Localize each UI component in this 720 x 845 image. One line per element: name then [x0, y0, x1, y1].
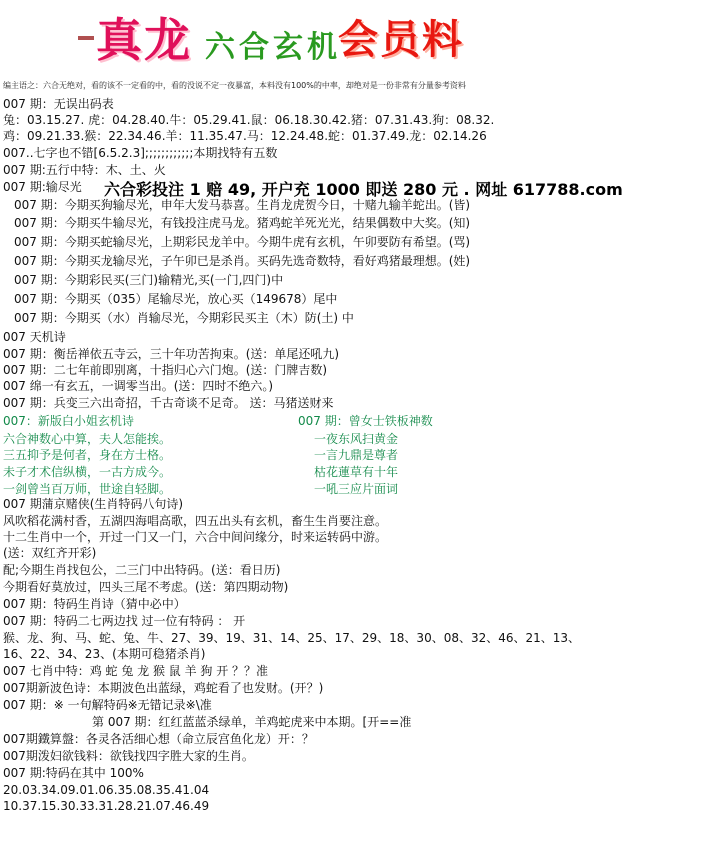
poem-left-line: 六合神数心中算，夫人怎能挨。 — [3, 432, 172, 446]
text-line: 配;今期生肖找包公，二三门中出特码。(送：看日历) — [3, 563, 281, 577]
text-line: 第 007 期：红红蓝蓝杀绿单，羊鸡蛇虎来中本期。[开==准 — [92, 715, 412, 729]
text-line: 007 期：特码生肖诗（猜中必中） — [3, 597, 186, 611]
text-line: 007 七肖中特：鸡 蛇 兔 龙 猴 鼠 羊 狗 开 ？？准 — [3, 664, 269, 678]
text-line: 鸡：09.21.33.猴：22.34.46.羊：11.35.47.马：12.24.48.蛇：01.37.49.龙：02.14.26 — [3, 129, 487, 143]
text-line: 今期看好莫放过，四头三尾不考虑。(送：第四期动物) — [3, 580, 289, 594]
text-line: 007 期:输尽光 — [3, 180, 82, 194]
text-line: 007 期：今期买蛇输尽光，上期彩民龙羊中。今期牛虎有玄机，午卯要防有希望。(骂) — [14, 235, 471, 249]
text-line: 007 期：今期买牛输尽光，有钱投注虎马龙。猪鸡蛇羊死光光，结果偶数中大奖。(知) — [14, 216, 471, 230]
text-line: 007 期：今期买（水）肖输尽光，今期彩民买主（木）防(土) 中 — [14, 311, 354, 325]
text-line: 007 期：※ 一句解特码※无错记录※\准 — [3, 698, 212, 712]
poem-right-line: 枯花蓮草有十年 — [314, 465, 399, 479]
text-line: 007 绵一有玄五，一调零当出。(送：四时不绝六。) — [3, 379, 274, 393]
text-line: 007 期：今期买（035）尾输尽光，放心买（149678）尾中 — [14, 292, 338, 306]
text-line: 十二生肖中一个，开过一门又一门，六合中间问缘分，时来运转码中游。 — [3, 530, 388, 544]
text-line: 20.03.34.09.01.06.35.08.35.41.04 — [3, 783, 210, 797]
text-line: 007 期:五行中特：木、土、火 — [3, 163, 166, 177]
text-line: 007期泼妇欲钱料：欲钱找四字胜大家的生肖。 — [3, 749, 254, 763]
text-line: 007..七字也不错[6.5.2.3];;;;;;;;;;;;本期找特有五数 — [3, 146, 278, 160]
header-banner — [0, 0, 720, 72]
banner-title-part3: 会员料 — [338, 17, 464, 63]
text-line: 16、22、34、23、(本期可稳猪杀肖) — [3, 647, 206, 661]
ad-banner-text: 六合彩投注 1 赔 49, 开户充 1000 即送 280 元 . 网址 617788.com — [104, 180, 623, 199]
text-line: 10.37.15.30.33.31.28.21.07.46.49 — [3, 799, 210, 813]
poem-left-line: 未子才术信纵横，一古方成今。 — [3, 465, 172, 479]
text-line: 007 期：衡岳禅依五寺云，三十年功苦拘束。(送：单尾还吼九) — [3, 347, 340, 361]
text-line: 007 期：兵变三六出奇招，千古奇谈不足奇。 送：马猪送财来 — [3, 396, 334, 410]
text-line: 007期鐵算盤：各灵各活细心想（命立辰宫鱼化龙）开：？ — [3, 732, 314, 746]
text-line: 007 期：今期买龙输尽光，子午卯已是杀肖。买码先选奇数特，看好鸡猪最理想。(姓) — [14, 254, 471, 268]
text-line: 风吹稻花满村香，五湖四海唱高歌，四五出头有玄机，畜生生肖要注意。 — [3, 514, 388, 528]
poem-right-line: 一夜东风扫黄金 — [314, 432, 399, 446]
text-line: 007 期：特码二七两边找 过一位有特码 ： 开 — [3, 614, 246, 628]
text-line: 007 期蒲京赌侠(生肖特码八句诗) — [3, 497, 184, 511]
intro-note: 编主语之：六合无绝对，看的该不一定看的中，看的没说不定一夜暴富，本料没有100%的中率，却绝对是一份非常有分量参考资料 — [3, 81, 466, 90]
text-line: 007期新波色诗：本期波色出蓝绿，鸡蛇看了也发财。(开？) — [3, 681, 324, 695]
banner-title-part2: 六合玄机 — [205, 30, 341, 65]
text-line: 007 期：二七年前即别离，十指归心六门炮。(送：门牌吉数) — [3, 363, 328, 377]
text-line: 007 天机诗 — [3, 330, 66, 344]
text-line: 007 期:特码在其中 100% — [3, 766, 144, 780]
text-line: 007 期：无误出码表 — [3, 97, 114, 111]
text-line: 007 期：今期买狗输尽光，申年大发马恭喜。生肖龙虎贺今日，十赌九输羊蛇出。(皆) — [14, 198, 471, 212]
poem-left-line: 一剑曾当百万师，世途自轻脚。 — [3, 482, 172, 496]
poem-right-title: 007 期：曾女士铁板神数 — [298, 414, 433, 428]
text-line: 兔：03.15.27. 虎：04.28.40.牛：05.29.41.鼠：06.18.30.42.猪：07.31.43.狗：08.32. — [3, 113, 495, 127]
text-line: 007 期：今期彩民买(三门)输精光,买(一门,四门)中 — [14, 273, 284, 287]
poem-left-line: 三五抑予是何者，身在方士格。 — [3, 448, 172, 462]
banner-dash — [78, 36, 94, 40]
poem-left-title: 007：新版白小姐玄机诗 — [3, 414, 134, 428]
banner-title-part1: 真龙 — [96, 13, 192, 67]
text-line: (送：双红齐开彩) — [3, 546, 97, 560]
text-line: 猴、龙、狗、马、蛇、兔、牛、27、39、19、31、14、25、17、29、18、30、08、32、46、21、13、 — [3, 631, 581, 645]
poem-right-line: 一言九鼎是尊者 — [314, 448, 399, 462]
poem-right-line: 一吼三应片面词 — [314, 482, 399, 496]
